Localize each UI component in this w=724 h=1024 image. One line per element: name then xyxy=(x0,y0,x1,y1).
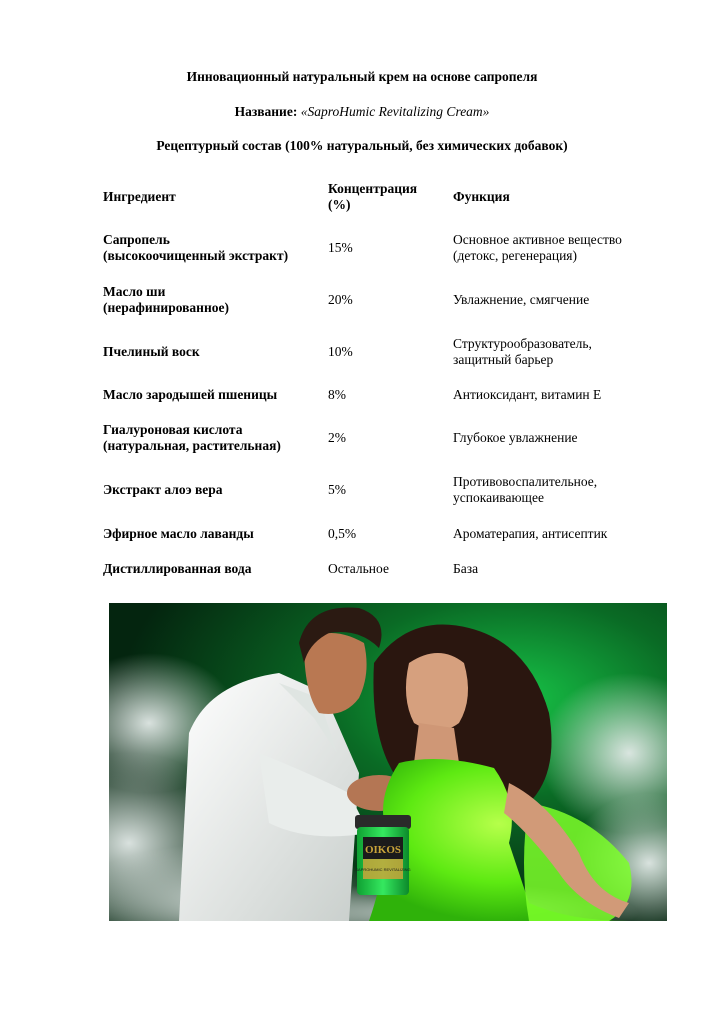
ingredient-cell: Эфирное масло лаванды xyxy=(103,526,254,541)
composition-heading: Рецептурный состав (100% натуральный, без химических добавок) xyxy=(156,138,568,153)
table-row xyxy=(103,335,643,369)
photo-illustration xyxy=(109,603,667,921)
function-cell: Ароматерапия, антисептик xyxy=(453,526,608,541)
table-row xyxy=(103,473,643,507)
concentration-cell: 5% xyxy=(328,482,346,497)
function-cell: Противовоспалительное, успокаивающее xyxy=(453,474,598,505)
concentration-cell: 10% xyxy=(328,344,353,359)
jar-subtitle-text: SAPROHUMIC REVITALIZING xyxy=(355,867,411,872)
function-cell: Антиоксидант, витамин Е xyxy=(453,387,602,402)
table-row xyxy=(103,387,643,403)
function-cell: Увлажнение, смягчение xyxy=(453,292,590,307)
function-cell: Основное активное вещество (детокс, регенерация) xyxy=(453,232,622,263)
concentration-cell: Остальное xyxy=(328,561,389,576)
product-photo xyxy=(109,603,667,921)
function-cell: База xyxy=(453,561,479,576)
table-row xyxy=(103,231,643,265)
concentration-cell: 0,5% xyxy=(328,526,357,541)
product-name-line xyxy=(0,104,724,120)
header-ingredient: Ингредиент xyxy=(103,189,176,204)
ingredient-cell: Экстракт алоэ вера xyxy=(103,482,223,497)
concentration-cell: 2% xyxy=(328,430,346,445)
function-cell: Глубокое увлажнение xyxy=(453,430,578,445)
product-name-label: Название: xyxy=(234,104,298,119)
ingredient-cell: Масло ши (нерафинированное) xyxy=(103,284,229,315)
jar-brand-text: OIKOS xyxy=(364,844,402,856)
product-name-value: «SaproHumic Revitalizing Cream» xyxy=(300,104,490,119)
ingredient-cell: Масло зародышей пшеницы xyxy=(103,387,278,402)
ingredient-cell: Сапропель (высокоочищенный экстракт) xyxy=(103,232,289,263)
table-row xyxy=(103,283,643,317)
table-row xyxy=(103,526,643,542)
ingredient-cell: Гиалуроновая кислота (натуральная, растительная) xyxy=(103,422,281,453)
header-function: Функция xyxy=(453,189,510,204)
function-cell: Структурообразователь, защитный барьер xyxy=(453,336,592,367)
ingredient-cell: Дистиллированная вода xyxy=(103,561,252,576)
concentration-cell: 15% xyxy=(328,240,353,255)
concentration-cell: 8% xyxy=(328,387,346,402)
table-header-row xyxy=(103,181,643,213)
table-row xyxy=(103,561,643,577)
table-row xyxy=(103,421,643,455)
ingredient-cell: Пчелиный воск xyxy=(103,344,200,359)
concentration-cell: 20% xyxy=(328,292,353,307)
header-concentration: Концентрация (%) xyxy=(328,181,418,212)
document-title: Инновационный натуральный крем на основе сапропеля xyxy=(186,69,538,84)
